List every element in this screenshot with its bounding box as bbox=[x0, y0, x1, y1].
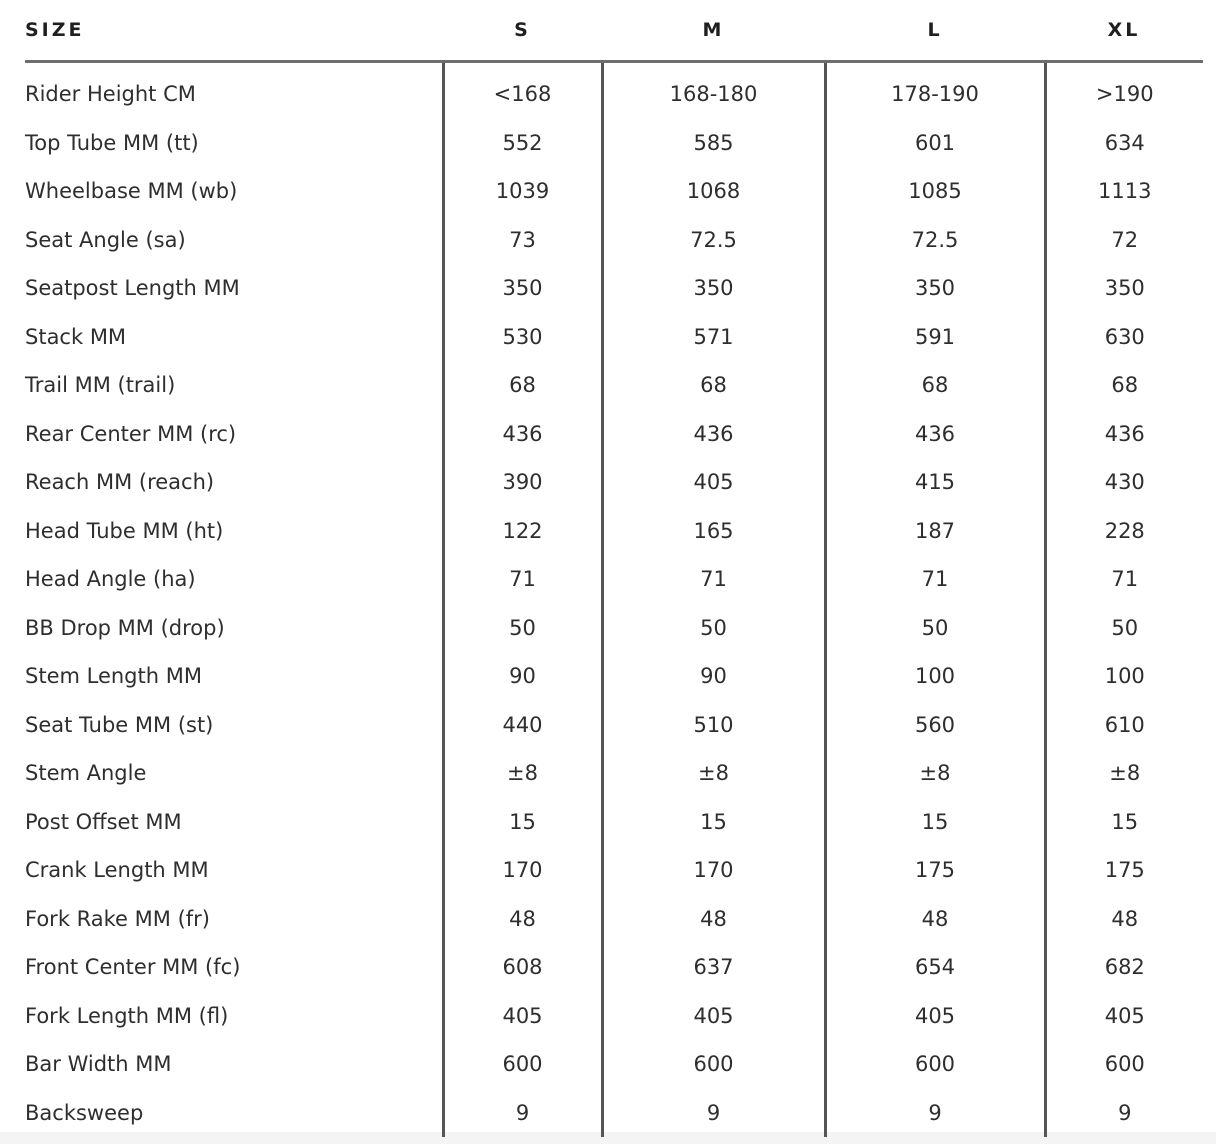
value-xl: 100 bbox=[1045, 652, 1203, 701]
row-label: Fork Length MM (fl) bbox=[25, 1003, 229, 1028]
row-label: Trail MM (trail) bbox=[25, 373, 176, 398]
size-header-s: S bbox=[443, 0, 602, 62]
row-label: Rider Height CM bbox=[25, 82, 196, 107]
value-l: 436 bbox=[825, 410, 1045, 459]
value-m: 436 bbox=[602, 410, 825, 459]
value-l: 1085 bbox=[825, 167, 1045, 216]
value-m: 585 bbox=[602, 119, 825, 168]
value-xl: 634 bbox=[1045, 119, 1203, 168]
value-s: 608 bbox=[443, 943, 602, 992]
value-xl: 430 bbox=[1045, 458, 1203, 507]
table-row bbox=[25, 410, 1203, 459]
value-s: 440 bbox=[443, 701, 602, 750]
value-s: 405 bbox=[443, 992, 602, 1041]
value-l: 178-190 bbox=[825, 62, 1045, 119]
table-row bbox=[25, 992, 1203, 1041]
row-label: Bar Width MM bbox=[25, 1052, 172, 1077]
value-s: 1039 bbox=[443, 167, 602, 216]
value-xl: 15 bbox=[1045, 798, 1203, 847]
table-row bbox=[25, 798, 1203, 847]
value-l: 15 bbox=[825, 798, 1045, 847]
geometry-table bbox=[25, 0, 1203, 1137]
value-m: 510 bbox=[602, 701, 825, 750]
row-label: Post Offset MM bbox=[25, 809, 182, 834]
table-row bbox=[25, 749, 1203, 798]
table-row bbox=[25, 458, 1203, 507]
value-m: 68 bbox=[602, 361, 825, 410]
value-l: 50 bbox=[825, 604, 1045, 653]
value-s: 170 bbox=[443, 846, 602, 895]
value-l: 415 bbox=[825, 458, 1045, 507]
row-label: Stack MM bbox=[25, 324, 127, 349]
table-row bbox=[25, 652, 1203, 701]
value-l: 560 bbox=[825, 701, 1045, 750]
value-s: 68 bbox=[443, 361, 602, 410]
row-label: Crank Length MM bbox=[25, 858, 209, 883]
value-xl: 1113 bbox=[1045, 167, 1203, 216]
value-m: 405 bbox=[602, 992, 825, 1041]
value-m: 170 bbox=[602, 846, 825, 895]
value-xl: 175 bbox=[1045, 846, 1203, 895]
row-label: Wheelbase MM (wb) bbox=[25, 179, 238, 204]
value-m: 600 bbox=[602, 1040, 825, 1089]
value-l: 405 bbox=[825, 992, 1045, 1041]
value-xl: 405 bbox=[1045, 992, 1203, 1041]
value-xl: 228 bbox=[1045, 507, 1203, 556]
row-label: Seat Angle (sa) bbox=[25, 227, 186, 252]
value-l: 654 bbox=[825, 943, 1045, 992]
value-xl: ±8 bbox=[1045, 749, 1203, 798]
value-l: 175 bbox=[825, 846, 1045, 895]
value-l: 68 bbox=[825, 361, 1045, 410]
value-l: 591 bbox=[825, 313, 1045, 362]
value-xl: 68 bbox=[1045, 361, 1203, 410]
value-s: 122 bbox=[443, 507, 602, 556]
row-label: Front Center MM (fc) bbox=[25, 955, 241, 980]
value-m: 48 bbox=[602, 895, 825, 944]
value-xl: 682 bbox=[1045, 943, 1203, 992]
value-s: 350 bbox=[443, 264, 602, 313]
value-l: 48 bbox=[825, 895, 1045, 944]
value-xl: 9 bbox=[1045, 1089, 1203, 1138]
table-row bbox=[25, 701, 1203, 750]
value-xl: 50 bbox=[1045, 604, 1203, 653]
table-row bbox=[25, 1040, 1203, 1089]
row-label: Rear Center MM (rc) bbox=[25, 421, 237, 446]
value-s: <168 bbox=[443, 62, 602, 119]
table-row bbox=[25, 943, 1203, 992]
value-s: 390 bbox=[443, 458, 602, 507]
size-header: SIZE bbox=[25, 0, 443, 62]
row-label: Stem Length MM bbox=[25, 664, 202, 689]
size-header-m: M bbox=[602, 0, 825, 62]
value-xl: 610 bbox=[1045, 701, 1203, 750]
table-row bbox=[25, 846, 1203, 895]
value-xl: 600 bbox=[1045, 1040, 1203, 1089]
value-xl: 350 bbox=[1045, 264, 1203, 313]
row-label: Stem Angle bbox=[25, 761, 147, 786]
value-m: ±8 bbox=[602, 749, 825, 798]
value-l: 9 bbox=[825, 1089, 1045, 1138]
value-xl: >190 bbox=[1045, 62, 1203, 119]
value-s: 71 bbox=[443, 555, 602, 604]
size-header-xl: XL bbox=[1045, 0, 1203, 62]
value-m: 50 bbox=[602, 604, 825, 653]
row-label: Backsweep bbox=[25, 1100, 144, 1125]
table-row bbox=[25, 361, 1203, 410]
geometry-table-body bbox=[25, 62, 1203, 1138]
value-l: 72.5 bbox=[825, 216, 1045, 265]
table-row bbox=[25, 119, 1203, 168]
table-row bbox=[25, 555, 1203, 604]
value-m: 165 bbox=[602, 507, 825, 556]
value-xl: 72 bbox=[1045, 216, 1203, 265]
value-l: 71 bbox=[825, 555, 1045, 604]
value-s: 600 bbox=[443, 1040, 602, 1089]
value-l: ±8 bbox=[825, 749, 1045, 798]
table-header-row bbox=[25, 0, 1203, 62]
table-row bbox=[25, 604, 1203, 653]
table-row bbox=[25, 313, 1203, 362]
table-row bbox=[25, 264, 1203, 313]
value-l: 350 bbox=[825, 264, 1045, 313]
value-xl: 48 bbox=[1045, 895, 1203, 944]
row-label: BB Drop MM (drop) bbox=[25, 615, 225, 640]
size-header-l: L bbox=[825, 0, 1045, 62]
value-s: 436 bbox=[443, 410, 602, 459]
value-m: 637 bbox=[602, 943, 825, 992]
value-m: 571 bbox=[602, 313, 825, 362]
value-l: 100 bbox=[825, 652, 1045, 701]
value-xl: 630 bbox=[1045, 313, 1203, 362]
value-m: 168-180 bbox=[602, 62, 825, 119]
value-s: 9 bbox=[443, 1089, 602, 1138]
table-row bbox=[25, 895, 1203, 944]
value-xl: 436 bbox=[1045, 410, 1203, 459]
value-l: 601 bbox=[825, 119, 1045, 168]
value-m: 9 bbox=[602, 1089, 825, 1138]
table-row bbox=[25, 1089, 1203, 1138]
value-s: 15 bbox=[443, 798, 602, 847]
value-m: 405 bbox=[602, 458, 825, 507]
value-l: 187 bbox=[825, 507, 1045, 556]
value-xl: 71 bbox=[1045, 555, 1203, 604]
row-label: Seat Tube MM (st) bbox=[25, 712, 214, 737]
row-label: Head Tube MM (ht) bbox=[25, 518, 224, 543]
table-row bbox=[25, 507, 1203, 556]
value-m: 1068 bbox=[602, 167, 825, 216]
value-m: 15 bbox=[602, 798, 825, 847]
value-s: 50 bbox=[443, 604, 602, 653]
row-label: Seatpost Length MM bbox=[25, 276, 240, 301]
value-s: ±8 bbox=[443, 749, 602, 798]
value-l: 600 bbox=[825, 1040, 1045, 1089]
value-s: 48 bbox=[443, 895, 602, 944]
value-s: 552 bbox=[443, 119, 602, 168]
value-m: 90 bbox=[602, 652, 825, 701]
value-m: 71 bbox=[602, 555, 825, 604]
table-row bbox=[25, 167, 1203, 216]
row-label: Head Angle (ha) bbox=[25, 567, 196, 592]
row-label: Fork Rake MM (fr) bbox=[25, 906, 210, 931]
row-label: Top Tube MM (tt) bbox=[25, 130, 199, 155]
value-s: 530 bbox=[443, 313, 602, 362]
value-s: 73 bbox=[443, 216, 602, 265]
value-s: 90 bbox=[443, 652, 602, 701]
table-row bbox=[25, 216, 1203, 265]
table-row bbox=[25, 62, 1203, 119]
row-label: Reach MM (reach) bbox=[25, 470, 215, 495]
value-m: 350 bbox=[602, 264, 825, 313]
value-m: 72.5 bbox=[602, 216, 825, 265]
